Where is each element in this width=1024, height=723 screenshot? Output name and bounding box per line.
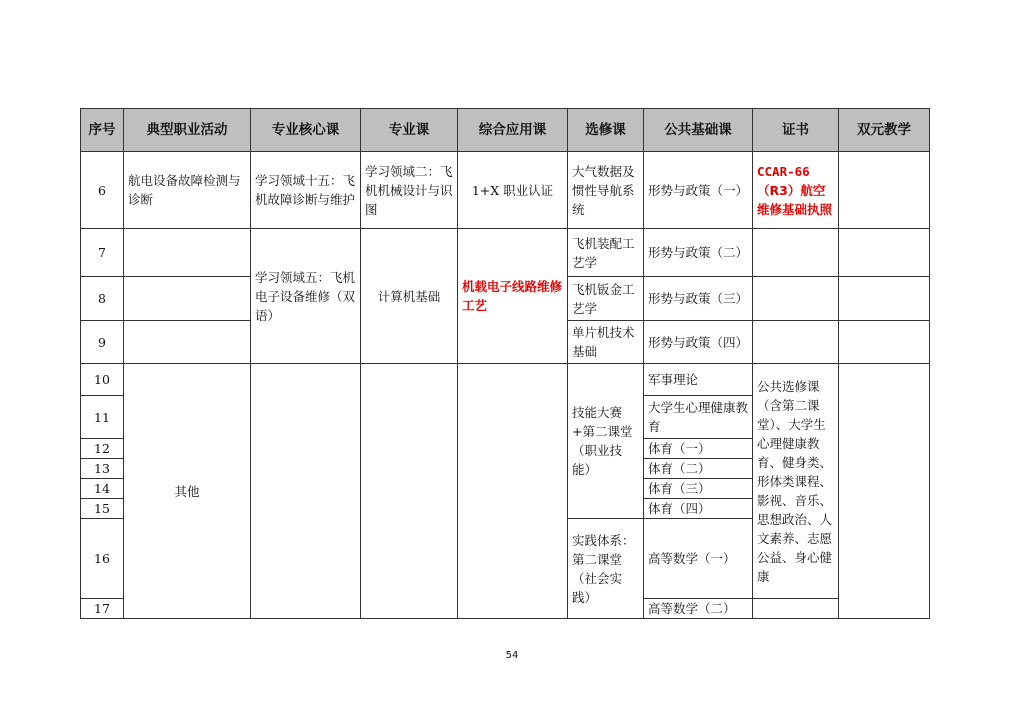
- public-course-cell: 体育（三）: [644, 479, 753, 499]
- elective-cell: 技能大赛+第二课堂（职业技能）: [568, 364, 644, 519]
- cert-code: CCAR-66: [757, 163, 810, 179]
- certificate-cell: [753, 321, 839, 364]
- header-applied: 综合应用课: [458, 109, 568, 152]
- activity-cell: 航电设备故障检测与诊断: [124, 152, 251, 229]
- public-course-cell: 体育（一）: [644, 439, 753, 459]
- header-public: 公共基础课: [644, 109, 753, 152]
- public-course-cell: 形势与政策（二）: [644, 229, 753, 277]
- dual-cell: [839, 277, 930, 321]
- header-elective: 选修课: [568, 109, 644, 152]
- public-course-cell: 体育（四）: [644, 499, 753, 519]
- activity-cell: [124, 321, 251, 364]
- core-course-cell: [251, 364, 361, 619]
- core-course-cell: 学习领域十五：飞机故障诊断与维护: [251, 152, 361, 229]
- public-course-cell: 高等数学（一）: [644, 519, 753, 599]
- activity-cell: 其他: [124, 364, 251, 619]
- public-course-cell: 大学生心理健康教育: [644, 396, 753, 439]
- core-course-cell: 学习领域五：飞机电子设备维修（双语）: [251, 229, 361, 364]
- header-num: 序号: [81, 109, 124, 152]
- elective-cell: 飞机钣金工艺学: [568, 277, 644, 321]
- applied-course-cell: 机载电子线路维修工艺: [458, 229, 568, 364]
- certificate-cell: [753, 277, 839, 321]
- row-num: 8: [81, 277, 124, 321]
- cert-name: （R3）航空维修基础执照: [757, 182, 833, 217]
- row-num: 9: [81, 321, 124, 364]
- header-row: [81, 109, 930, 152]
- row-num: 7: [81, 229, 124, 277]
- dual-cell: [839, 321, 930, 364]
- dual-cell: [839, 364, 930, 619]
- row-num: 12: [81, 439, 124, 459]
- activity-cell: [124, 229, 251, 277]
- header-major: 专业课: [361, 109, 458, 152]
- header-cert: 证书: [753, 109, 839, 152]
- certificate-cell: 公共选修课（含第二课堂）、大学生心理健康教育、健身类、形体类课程、影视、音乐、思想政治、人文素养、志愿公益、身心健康: [753, 364, 839, 599]
- public-course-cell: 军事理论: [644, 364, 753, 396]
- curriculum-table: [80, 108, 930, 619]
- page-number: 54: [505, 650, 519, 661]
- table-row: [81, 229, 930, 277]
- major-course-cell: 学习领域二：飞机机械设计与识图: [361, 152, 458, 229]
- row-num: 11: [81, 396, 124, 439]
- row-num: 6: [81, 152, 124, 229]
- certificate-cell: [753, 599, 839, 619]
- public-course-cell: 形势与政策（一）: [644, 152, 753, 229]
- public-course-cell: 体育（二）: [644, 459, 753, 479]
- row-num: 13: [81, 459, 124, 479]
- row-num: 17: [81, 599, 124, 619]
- elective-cell: 大气数据及惯性导航系统: [568, 152, 644, 229]
- public-course-cell: 形势与政策（四）: [644, 321, 753, 364]
- header-core: 专业核心课: [251, 109, 361, 152]
- dual-cell: [839, 229, 930, 277]
- table-row: [81, 364, 930, 396]
- header-activity: 典型职业活动: [124, 109, 251, 152]
- certificate-cell: [753, 229, 839, 277]
- table-row: [81, 152, 930, 229]
- row-num: 15: [81, 499, 124, 519]
- row-num: 16: [81, 519, 124, 599]
- header-dual: 双元教学: [839, 109, 930, 152]
- certificate-cell: [753, 152, 839, 229]
- dual-cell: [839, 152, 930, 229]
- elective-cell: 单片机技术基础: [568, 321, 644, 364]
- major-course-cell: 计算机基础: [361, 229, 458, 364]
- row-num: 10: [81, 364, 124, 396]
- activity-cell: [124, 277, 251, 321]
- elective-cell: 飞机装配工艺学: [568, 229, 644, 277]
- elective-cell: 实践体系：第二课堂（社会实践）: [568, 519, 644, 619]
- major-course-cell: [361, 364, 458, 619]
- row-num: 14: [81, 479, 124, 499]
- applied-course-cell: 1+X 职业认证: [458, 152, 568, 229]
- applied-course-cell: [458, 364, 568, 619]
- public-course-cell: 高等数学（二）: [644, 599, 753, 619]
- public-course-cell: 形势与政策（三）: [644, 277, 753, 321]
